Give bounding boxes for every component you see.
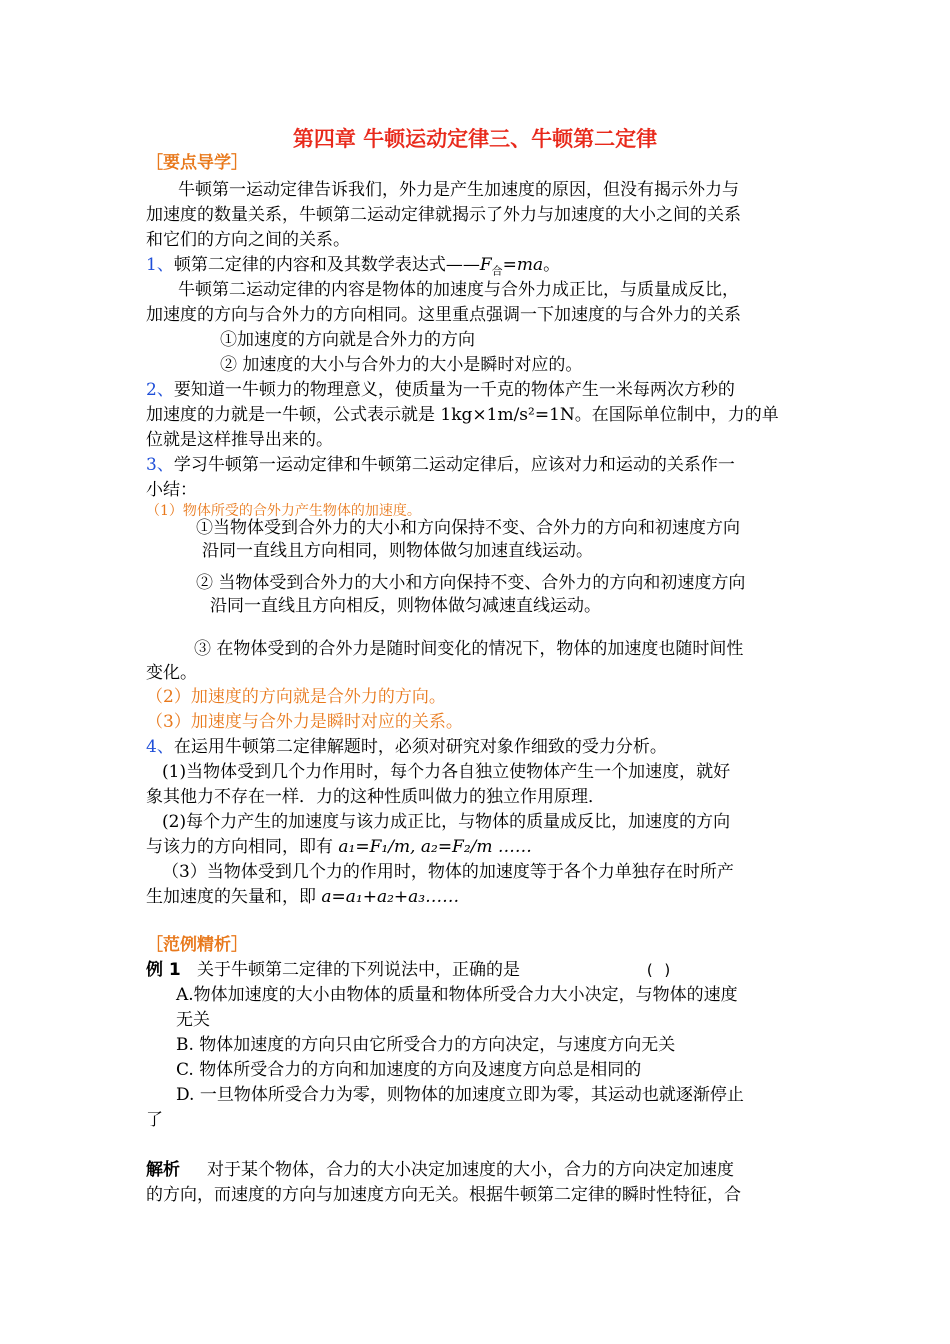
option-d-line-1: D. 一旦物体所受合力为零，则物体的加速度立即为零，其运动也就逐渐停止 (176, 1085, 744, 1105)
point-4-number: 4、 (146, 737, 174, 757)
example-1-question-line (146, 958, 520, 982)
formula-subscript: 合 (491, 264, 503, 278)
point-4-heading (146, 735, 667, 759)
point-4-s1-line-2: 象其他力不存在一样．力的这种性质叫做力的独立作用原理． (146, 787, 605, 807)
example-1-label: 例 1 (146, 960, 181, 980)
point-1-head: 顿第二定律的内容和及其数学表达式—— (173, 255, 480, 275)
example-1-question: 关于牛顿第二定律的下列说法中，正确的是 (196, 960, 520, 980)
example-1-answer-paren: ( ) (645, 961, 673, 979)
point-2-text-1: 要知道一牛顿力的物理意义，使质量为一千克的物体产生一米每两次方秒的 (173, 380, 735, 400)
analysis-label: 解析 (146, 1160, 180, 1180)
point-1-end: 。 (543, 255, 561, 275)
option-c: C. 物体所受合力的方向和加速度的方向及速度方向总是相同的 (176, 1060, 642, 1080)
option-d-line-2: 了 (146, 1110, 163, 1130)
point-3-text-1: 学习牛顿第一运动定律和牛顿第二运动定律后，应该对力和运动的关系作一 (173, 455, 735, 475)
section-examples: ［范例精析］ (146, 935, 248, 955)
point-1-item-2: ② 加速度的大小与合外力的大小是瞬时对应的。 (220, 355, 583, 375)
point-4-s3-formula: a=a₁+a₂+a₃…… (321, 887, 460, 907)
option-a-line-2: 无关 (176, 1010, 210, 1030)
point-3-item-3-line-2: 变化。 (146, 663, 197, 683)
point-1-line-2: 加速度的方向与合外力的方向相同。这里重点强调一下加速度的与合外力的关系 (146, 305, 741, 325)
point-4-s1-line-1: (1)当物体受到几个力作用时，每个力各自独立使物体产生一个加速度，就好 (162, 762, 731, 782)
point-4-s2-line-2 (146, 835, 532, 859)
point-4-s3-line-1: （3）当物体受到几个力的作用时，物体的加速度等于各个力单独存在时所产 (162, 862, 734, 882)
point-3-item-2-line-2: 沿同一直线且方向相反，则物体做匀减速直线运动。 (210, 596, 601, 616)
point-4-s2-formula: a₁=F₁/m, a₂=F₂/m …… (338, 837, 532, 857)
formula-rest: =ma (502, 255, 544, 275)
point-1-line-1: 牛顿第二运动定律的内容是物体的加速度与合外力成正比，与质量成反比， (178, 280, 739, 300)
page-title: 第四章 牛顿运动定律三、牛顿第二定律 (292, 127, 658, 151)
option-b: B. 物体加速度的方向只由它所受合力的方向决定，与速度方向无关 (176, 1035, 676, 1055)
section-key-points: ［要点导学］ (146, 153, 248, 173)
point-3-sub-3: （3）加速度与合外力是瞬时对应的关系。 (146, 712, 463, 732)
intro-line-1: 牛顿第一运动定律告诉我们，外力是产生加速度的原因，但没有揭示外力与 (178, 180, 739, 200)
point-3-sub-1: （1）物体所受的合外力产生物体的加速度。 (146, 503, 421, 519)
intro-line-2: 加速度的数量关系，牛顿第二运动定律就揭示了外力与加速度的大小之间的关系 (146, 205, 741, 225)
intro-line-3: 和它们的方向之间的关系。 (146, 230, 350, 250)
point-4-s2-text: 与该力的方向相同，即有 (146, 837, 339, 857)
point-4-s2-line-1: (2)每个力产生的加速度与该力成正比，与物体的质量成反比，加速度的方向 (162, 812, 731, 832)
analysis-line-1 (146, 1158, 734, 1182)
point-2-line-3: 位就是这样推导出来的。 (146, 430, 333, 450)
option-a-line-1: A.物体加速度的大小由物体的质量和物体所受合力大小决定，与物体的速度 (176, 985, 738, 1005)
point-3-line-1 (146, 453, 735, 477)
point-3-line-2: 小结： (146, 480, 197, 500)
point-2-number: 2、 (146, 380, 174, 400)
point-1-number: 1、 (146, 255, 174, 275)
point-3-number: 3、 (146, 455, 174, 475)
point-3-item-3-line-1: ③ 在物体受到的合外力是随时间变化的情况下，物体的加速度也随时间性 (194, 639, 744, 659)
point-2-line-1 (146, 378, 735, 402)
formula-f: F (479, 255, 492, 275)
point-3-item-1-line-1: ①当物体受到合外力的大小和方向保持不变、合外力的方向和初速度方向 (196, 518, 740, 538)
analysis-line-2: 的方向，而速度的方向与加速度方向无关。根据牛顿第二定律的瞬时性特征，合 (146, 1185, 741, 1205)
point-4-head: 在运用牛顿第二定律解题时，必须对研究对象作细致的受力分析。 (173, 737, 667, 757)
point-3-item-1-line-2: 沿同一直线且方向相同，则物体做匀加速直线运动。 (202, 541, 593, 561)
point-4-s3-line-2 (146, 885, 459, 909)
analysis-text-1: 对于某个物体，合力的大小决定加速度的大小，合力的方向决定加速度 (207, 1160, 735, 1180)
point-1-item-1: ①加速度的方向就是合外力的方向 (220, 330, 475, 350)
point-3-sub-2: （2）加速度的方向就是合外力的方向。 (146, 687, 446, 707)
point-3-item-2-line-1: ② 当物体受到合外力的大小和方向保持不变、合外力的方向和初速度方向 (196, 573, 746, 593)
point-2-line-2: 加速度的力就是一牛顿，公式表示就是 1kg×1m/s²=1N。在国际单位制中，力的单 (146, 405, 779, 425)
point-4-s3-text: 生加速度的矢量和，即 (146, 887, 322, 907)
